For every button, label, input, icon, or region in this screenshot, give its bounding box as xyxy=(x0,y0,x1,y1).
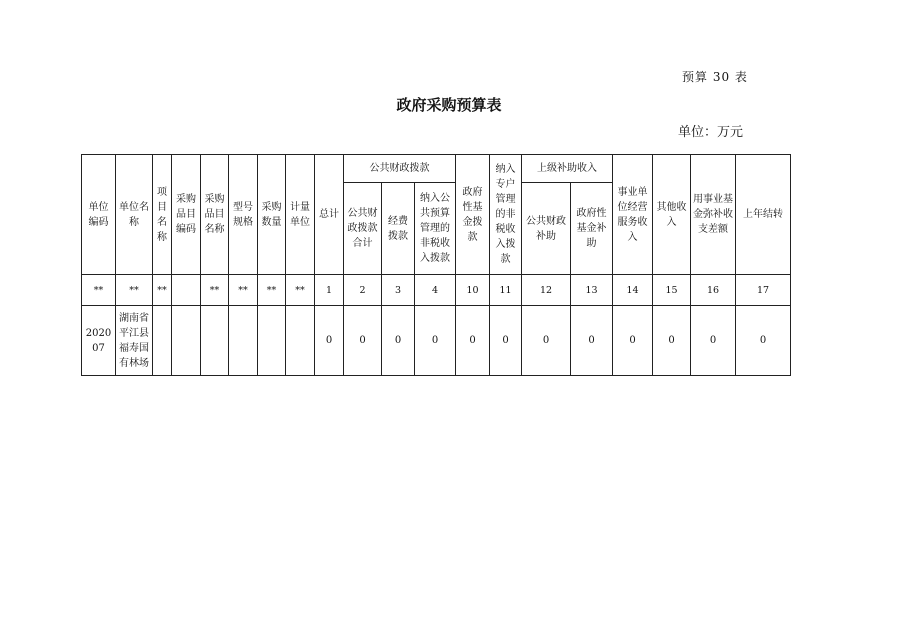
header-unit-code: 单位编码 xyxy=(82,155,116,275)
cell-measure-unit xyxy=(286,306,315,376)
header-unit-name: 单位名称 xyxy=(116,155,153,275)
cell-service-income: 0 xyxy=(613,306,653,376)
cell-quantity xyxy=(258,306,286,376)
index-cell: 2 xyxy=(344,275,382,306)
header-nontax-special: 纳入专户管理的非税收入拨款 xyxy=(490,155,522,275)
cell-public-total: 0 xyxy=(344,306,382,376)
index-cell: 15 xyxy=(653,275,691,306)
index-cell: 4 xyxy=(415,275,456,306)
header-fund-balance: 用事业基金弥补收支差额 xyxy=(691,155,736,275)
cell-total: 0 xyxy=(315,306,344,376)
index-cell: ** xyxy=(258,275,286,306)
cell-carryover: 0 xyxy=(736,306,791,376)
index-cell: 13 xyxy=(571,275,613,306)
cell-fund-balance: 0 xyxy=(691,306,736,376)
index-cell xyxy=(172,275,201,306)
header-model-spec: 型号规格 xyxy=(229,155,258,275)
index-cell: 3 xyxy=(382,275,415,306)
header-project-name: 项目名称 xyxy=(153,155,172,275)
header-carryover: 上年结转 xyxy=(736,155,791,275)
header-other-income: 其他收入 xyxy=(653,155,691,275)
header-expense-alloc: 经费拨款 xyxy=(382,183,415,275)
cell-public-subsidy: 0 xyxy=(522,306,571,376)
header-nontax-public: 纳入公共预算管理的非税收入拨款 xyxy=(415,183,456,275)
index-cell: ** xyxy=(229,275,258,306)
index-cell: 10 xyxy=(456,275,490,306)
header-service-income: 事业单位经营服务收入 xyxy=(613,155,653,275)
cell-expense-alloc: 0 xyxy=(382,306,415,376)
index-cell: ** xyxy=(116,275,153,306)
header-total: 总计 xyxy=(315,155,344,275)
cell-gov-fund-subsidy: 0 xyxy=(571,306,613,376)
header-item-name: 采购品目名称 xyxy=(201,155,229,275)
header-gov-fund-alloc: 政府性基金拨款 xyxy=(456,155,490,275)
header-public-subsidy: 公共财政补助 xyxy=(522,183,571,275)
cell-unit-name: 湖南省平江县福寿国有林场 xyxy=(116,306,153,376)
cell-nontax-special: 0 xyxy=(490,306,522,376)
index-cell: 16 xyxy=(691,275,736,306)
cell-other-income: 0 xyxy=(653,306,691,376)
cell-gov-fund-alloc: 0 xyxy=(456,306,490,376)
header-measure-unit: 计量单位 xyxy=(286,155,315,275)
index-cell: 12 xyxy=(522,275,571,306)
unit-label: 单位：万元 xyxy=(678,125,744,140)
cell-unit-code: 202007 xyxy=(82,306,116,376)
index-cell: ** xyxy=(82,275,116,306)
index-cell: 17 xyxy=(736,275,791,306)
cell-project-name xyxy=(153,306,172,376)
header-upper-group: 上级补助收入 xyxy=(522,155,613,183)
procurement-budget-table xyxy=(81,154,791,376)
header-gov-fund-subsidy: 政府性基金补助 xyxy=(571,183,613,275)
header-public-total: 公共财政拨款合计 xyxy=(344,183,382,275)
index-cell: ** xyxy=(201,275,229,306)
header-item-code: 采购品目编码 xyxy=(172,155,201,275)
header-quantity: 采购数量 xyxy=(258,155,286,275)
cell-model-spec xyxy=(229,306,258,376)
cell-item-code xyxy=(172,306,201,376)
index-cell: 11 xyxy=(490,275,522,306)
header-public-group: 公共财政拨款 xyxy=(344,155,456,183)
index-row xyxy=(82,275,791,306)
index-cell: ** xyxy=(153,275,172,306)
cell-nontax-public: 0 xyxy=(415,306,456,376)
cell-item-name xyxy=(201,306,229,376)
index-cell: 14 xyxy=(613,275,653,306)
index-cell: 1 xyxy=(315,275,344,306)
page-title: 政府采购预算表 xyxy=(396,96,502,114)
table-row xyxy=(82,306,791,376)
index-cell: ** xyxy=(286,275,315,306)
table-number: 预算 30 表 xyxy=(682,70,748,84)
